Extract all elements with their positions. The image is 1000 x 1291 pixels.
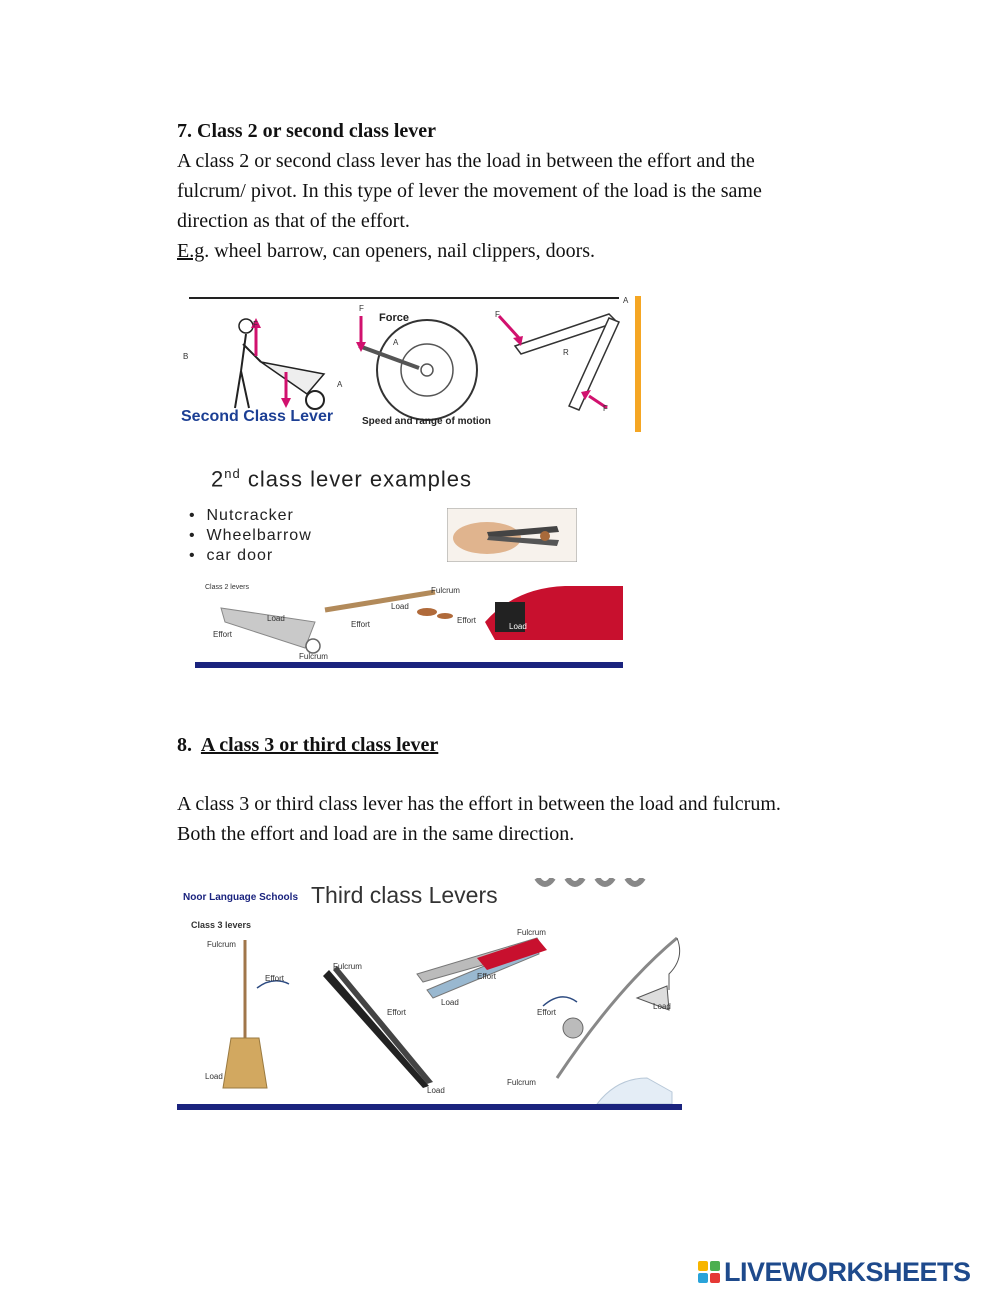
load-label-1: Load xyxy=(267,614,285,623)
section-8-title: A class 3 or third class lever xyxy=(200,734,439,756)
section-7-line-3: direction as that of the effort. xyxy=(177,210,410,232)
point-r-label: R xyxy=(563,348,569,357)
force-f-label-1: F xyxy=(253,320,258,329)
fulcrum-label-tongs: Fulcrum xyxy=(517,928,546,937)
effort-label-tweezers: Effort xyxy=(387,1008,406,1017)
section-8-number: 8. xyxy=(177,734,201,756)
effort-label-tongs: Effort xyxy=(477,972,496,981)
point-b-label: B xyxy=(183,352,189,361)
effort-label-2: Effort xyxy=(351,620,370,629)
third-class-levers-image xyxy=(177,878,682,1110)
fulcrum-label-1: Fulcrum xyxy=(299,652,328,661)
nutcracker-photo xyxy=(447,508,577,562)
example-item: • Wheelbarrow xyxy=(189,527,312,544)
load-label-broom: Load xyxy=(205,1072,223,1081)
fulcrum-label-rod: Fulcrum xyxy=(507,1078,536,1087)
example-item: • car door xyxy=(189,547,274,564)
force-label: Force xyxy=(379,312,409,324)
section-7-examples xyxy=(177,236,595,266)
class-2-levers-strip xyxy=(195,582,623,668)
load-label-3: Load xyxy=(509,622,527,631)
load-label-rod: Load xyxy=(653,1002,671,1011)
point-a-label-3: A xyxy=(623,296,629,305)
example-item: • Nutcracker xyxy=(189,507,294,524)
section-8-heading xyxy=(177,730,438,760)
third-class-levers-drawing xyxy=(177,878,682,1110)
force-f-label-3: F xyxy=(495,310,500,319)
load-label-2: Load xyxy=(391,602,409,611)
effort-label-1: Effort xyxy=(213,630,232,639)
class-3-levers-label: Class 3 levers xyxy=(191,920,252,930)
second-class-examples-image xyxy=(183,462,623,668)
third-class-title: Third class Levers xyxy=(311,882,498,908)
load-label-tongs: Load xyxy=(441,998,459,1007)
logo-mark-icon xyxy=(698,1261,720,1283)
section-7-heading: 7. Class 2 or second class lever xyxy=(177,120,437,142)
fulcrum-label-2: Fulcrum xyxy=(431,586,460,595)
point-a-label-1: A xyxy=(337,380,343,389)
second-class-lever-caption: Second Class Lever xyxy=(181,408,334,425)
school-name-label: Noor Language Schools xyxy=(183,892,299,903)
speed-range-caption: Speed and range of motion xyxy=(362,416,491,427)
examples-list: . wheel barrow, can openers, nail clippers, doors. xyxy=(204,240,596,262)
load-label-tweezers: Load xyxy=(427,1086,445,1095)
force-f-label-2: F xyxy=(359,304,364,313)
liveworksheets-logo xyxy=(698,1255,971,1289)
fulcrum-label-broom: Fulcrum xyxy=(207,940,236,949)
section-8-line-2: Both the effort and load are in the same direction. xyxy=(177,823,575,845)
section-7-line-1: A class 2 or second class lever has the load in between the effort and the xyxy=(177,150,755,172)
logo-text: LIVEWORKSHEETS xyxy=(724,1256,971,1287)
eg-abbrev: E.g xyxy=(177,240,205,262)
effort-label-rod: Effort xyxy=(537,1008,556,1017)
class-2-levers-label: Class 2 levers xyxy=(205,584,249,591)
section-8-line-1: A class 3 or third class lever has the effort in between the load and fulcrum. xyxy=(177,793,781,815)
examples-list-block xyxy=(189,506,312,566)
fulcrum-label-tweezers: Fulcrum xyxy=(333,962,362,971)
examples-title: 2nd class lever examples xyxy=(211,466,473,492)
section-7-line-2: fulcrum/ pivot. In this type of lever the movement of the load is the same xyxy=(177,180,762,202)
point-a-label-2: A xyxy=(393,338,399,347)
second-class-lever-image xyxy=(179,296,643,432)
force-f-label-4: F xyxy=(603,404,608,413)
effort-label-broom: Effort xyxy=(265,974,284,983)
effort-label-3: Effort xyxy=(457,616,476,625)
